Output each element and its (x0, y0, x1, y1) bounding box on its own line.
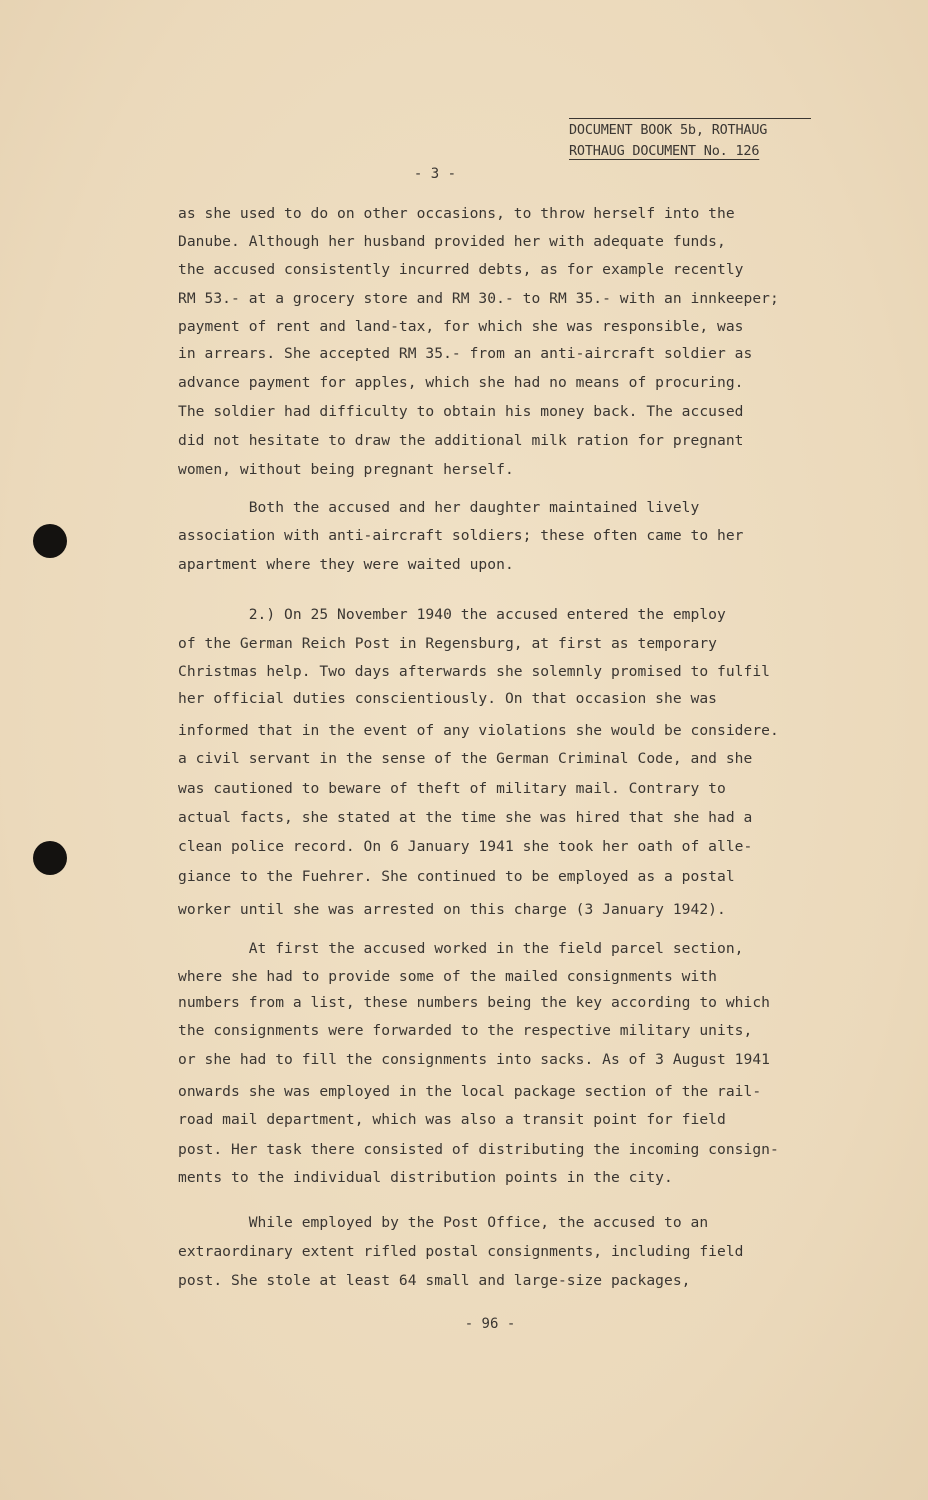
body-line: numbers from a list, these numbers being the key according to which (178, 994, 771, 1011)
body-line: association with anti-aircraft soldiers; these often came to her (178, 527, 744, 544)
body-line: a civil servant in the sense of the German Criminal Code, and she (178, 750, 753, 767)
body-line: Both the accused and her daughter maintained lively (178, 499, 700, 516)
body-line: worker until she was arrested on this charge (3 January 1942). (178, 901, 726, 918)
body-line: At first the accused worked in the field parcel section, (178, 940, 744, 957)
body-line: ments to the individual distribution points in the city. (178, 1169, 673, 1186)
body-line: apartment where they were waited upon. (178, 556, 514, 573)
body-line: post. She stole at least 64 small and large-size packages, (178, 1272, 691, 1289)
body-line: where she had to provide some of the mailed consignments with (178, 968, 718, 985)
header-line-1: DOCUMENT BOOK 5b, ROTHAUG (569, 122, 768, 138)
body-line: giance to the Fuehrer. She continued to be employed as a postal (178, 868, 735, 885)
body-line: While employed by the Post Office, the accused to an (178, 1214, 709, 1231)
body-line: or she had to fill the consignments into sacks. As of 3 August 1941 (178, 1051, 771, 1068)
body-line: of the German Reich Post in Regensburg, at first as temporary (178, 635, 718, 652)
body-line: RM 53.- at a grocery store and RM 30.- to RM 35.- with an innkeeper; (178, 290, 779, 307)
page-number-top: - 3 - (413, 166, 457, 182)
body-line: in arrears. She accepted RM 35.- from an anti-aircraft soldier as (178, 345, 753, 362)
body-line: 2.) On 25 November 1940 the accused entered the employ (178, 606, 726, 623)
body-line: the accused consistently incurred debts, as for example recently (178, 261, 744, 278)
body-line: as she used to do on other occasions, to throw herself into the (178, 205, 735, 222)
body-line: advance payment for apples, which she had no means of procuring. (178, 374, 744, 391)
body-line: payment of rent and land-tax, for which she was responsible, was (178, 318, 744, 335)
body-line: Danube. Although her husband provided her with adequate funds, (178, 233, 726, 250)
body-line: The soldier had difficulty to obtain his money back. The accused (178, 403, 744, 420)
body-line: post. Her task there consisted of distributing the incoming consign- (178, 1141, 779, 1158)
document-header (569, 118, 819, 162)
body-line: road mail department, which was also a transit point for field (178, 1111, 726, 1128)
header-line-2: ROTHAUG DOCUMENT No. 126 (569, 143, 760, 159)
body-line: was cautioned to beware of theft of military mail. Contrary to (178, 780, 726, 797)
punch-hole-lower (33, 841, 67, 875)
body-line: women, without being pregnant herself. (178, 461, 514, 478)
page-number-bottom: - 96 - (464, 1316, 516, 1332)
body-line: informed that in the event of any violations she would be considere. (178, 722, 779, 739)
header-rule (569, 118, 811, 119)
body-line: did not hesitate to draw the additional milk ration for pregnant (178, 432, 744, 449)
body-line: extraordinary extent rifled postal consignments, including field (178, 1243, 744, 1260)
body-line: onwards she was employed in the local package section of the rail- (178, 1083, 762, 1100)
body-line: clean police record. On 6 January 1941 she took her oath of alle- (178, 838, 753, 855)
body-line: her official duties conscientiously. On that occasion she was (178, 690, 718, 707)
punch-hole-upper (33, 524, 67, 558)
body-line: Christmas help. Two days afterwards she solemnly promised to fulfil (178, 663, 771, 680)
body-line: actual facts, she stated at the time she was hired that she had a (178, 809, 753, 826)
body-line: the consignments were forwarded to the respective military units, (178, 1022, 753, 1039)
